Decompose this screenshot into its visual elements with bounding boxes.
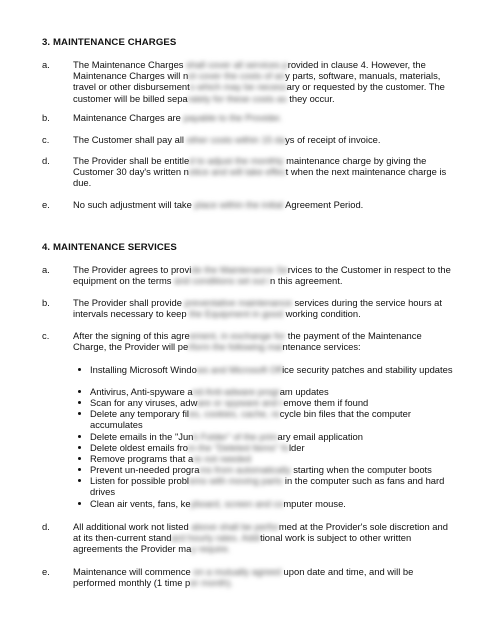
- redacted-text: ems with moving parts: [189, 475, 283, 486]
- bullet-icon: [78, 479, 81, 482]
- redacted-text: shall cover all services p: [186, 59, 288, 70]
- redacted-text: otice and will take effec: [188, 166, 286, 178]
- document-page: 3. MAINTENANCE CHARGES a. The Maintenance Charges shall cover all services provided in clause 4. However, the Maintenance Charges will not cover the costs of any parts, software, manuals, materials, travel or other disbursements which may be necessary or requested by the customer. The customer will be billed separately for these costs as they occur. b. Maintenance Charges are payable to the Provider. c. The Customer shall pay all other costs within 15 days of receipt of invoice. d. The Provider shall be entitled to adjust the monthly maintenance charge by giving the Customer 30 day's written notice and will take effect when the next maintenance charge is due. e. No such adjustment will take place within the initial Agreement Period. 4. MAINTENANCE SERVICES a. The Provider agrees to provide the Maintenance Services to the Customer in respect to the equipment on the terms and conditions set out in this agreement. b. The Provider shall provide preventative maintenance services during the service hours at intervals necessary to keep the Equipment in good working condition. c. After the signing of this agreement, in exchange for the payment of the Maintenance Charge, the Provider will perform the following maintenance services: Installing Microsoft Windows and Microsoft Office security patches and stability updates Antivirus, Anti-spyware and Anti-adware program updates Scan for any viruses, adware or spyware and remove them if found Delete any temporary files, cookies, cache, recycle bin files that the computer accumulates Delete emails in the "Junk Folder" of the primary email application Delete oldest emails from the "Deleted Items" folder Remove programs that are not needed Prevent un-needed programs from automatically starting when the computer boots Listen for possible problems with moving parts in the computer such as fans and hard drives Clean air vents, fans, keyboard, screen and computer mouse. d. All additional work not listed above shall be performed at the Provider's sole discretion and at its then-current standard hourly rates. Additional work is subject to other written agreements the Provider may require. e. Maintenance will commence on a mutually agreed upon date and time, and will be performed monthly (1 time per month).: [42, 37, 453, 589]
- section-heading-maintenance-charges: 3. MAINTENANCE CHARGES: [42, 37, 177, 48]
- redacted-text: es, cookies, cache, re: [189, 408, 280, 419]
- redacted-text: and conditions set out i: [174, 275, 271, 287]
- redacted-text: m the "Deleted Items" fo: [187, 442, 289, 453]
- redacted-text: d to adjust the monthly: [189, 155, 287, 166]
- redacted-text: s which may be necess: [189, 81, 287, 93]
- bullet-icon: [78, 468, 81, 471]
- bullet-icon: [78, 401, 81, 404]
- redacted-text: er month).: [190, 577, 233, 589]
- redacted-text: other costs within 15 da: [186, 134, 286, 145]
- clause-letter: a.: [42, 264, 50, 275]
- redacted-text: ot cover the costs of an: [188, 70, 286, 82]
- clause-letter: b.: [42, 297, 50, 308]
- redacted-text: ard hourly rates. Addi: [171, 532, 261, 544]
- redacted-text: are or spyware and r: [197, 397, 284, 408]
- bullet-icon: [78, 446, 81, 449]
- bullet-icon: [78, 390, 81, 393]
- redacted-text: the Equipment in good: [189, 308, 286, 320]
- redacted-text: payable to the Provider.: [183, 112, 282, 123]
- clause-text: The Provider agrees to provide the Maintenance Services to the Customer in respect to the equipment on the terms and conditions set out in this agreement.: [73, 264, 451, 287]
- redacted-text: place within the initial: [194, 199, 286, 210]
- redacted-text: y require.: [191, 543, 231, 555]
- redacted-text: ms from automatically: [199, 464, 291, 475]
- clause-letter: a.: [42, 59, 50, 70]
- redacted-text: nd Anti-adware progr: [192, 386, 280, 397]
- clause-text: All additional work not listed above shall be performed at the Provider's sole discretion and at its then-current standard hourly rates. Additional work is subject to other written agreements the Provider may require.: [73, 521, 448, 555]
- clause-text: Maintenance will commence on a mutually agreed upon date and time, and will be performed monthly (1 time per month).: [73, 566, 414, 589]
- redacted-text: on a mutually agreed: [193, 566, 284, 577]
- redacted-text: rform the following mai: [188, 341, 283, 353]
- redacted-text: above shall be perfor: [191, 521, 279, 532]
- redacted-text: re not needed: [193, 453, 252, 464]
- bullet-icon: [78, 502, 81, 505]
- clause-text: The Customer shall pay all other costs within 15 days of receipt of invoice.: [73, 134, 381, 145]
- clause-letter: c.: [42, 330, 50, 341]
- clause-letter: e.: [42, 199, 50, 210]
- section-heading-maintenance-services: 4. MAINTENANCE SERVICES: [42, 242, 177, 253]
- redacted-text: ement, in exchange for: [189, 330, 288, 341]
- clause-text: The Provider shall provide preventative maintenance services during the service hours at intervals necessary to keep the Equipment in good working condition.: [73, 297, 442, 320]
- redacted-text: rately for these costs as: [187, 92, 287, 104]
- redacted-text: de the Maintenance Se: [191, 264, 288, 275]
- clause-text: No such adjustment will take place within the initial Agreement Period.: [73, 199, 364, 210]
- clause-letter: e.: [42, 566, 50, 577]
- clause-letter: d.: [42, 521, 50, 532]
- redacted-text: preventative maintenance: [184, 297, 292, 308]
- clause-text: The Maintenance Charges shall cover all services provided in clause 4. However, the Maintenance Charges will not cover the costs of any parts, software, manuals, materials, travel or other disbursements which may be necessary or requested by the customer. The customer will be billed separately for these costs as they occur.: [73, 59, 445, 104]
- clause-text: After the signing of this agreement, in exchange for the payment of the Maintenance Charge, the Provider will perform the following maintenance services:: [73, 330, 422, 353]
- clause-text: Maintenance Charges are payable to the Provider.: [73, 112, 282, 123]
- bullet-icon: [78, 457, 81, 460]
- bullet-icon: [78, 368, 81, 371]
- clause-text: The Provider shall be entitled to adjust the monthly maintenance charge by giving the Customer 30 day's written notice and will take effect when the next maintenance charge is due.: [73, 155, 447, 189]
- redacted-text: ws and Microsoft Off: [196, 364, 283, 375]
- clause-letter: b.: [42, 112, 50, 123]
- bullet-icon: [78, 412, 81, 415]
- clause-letter: c.: [42, 134, 50, 145]
- redacted-text: yboard, screen and co: [190, 498, 284, 509]
- bullet-icon: [78, 435, 81, 438]
- clause-letter: d.: [42, 155, 50, 166]
- redacted-text: k Folder" of the prim: [193, 431, 278, 442]
